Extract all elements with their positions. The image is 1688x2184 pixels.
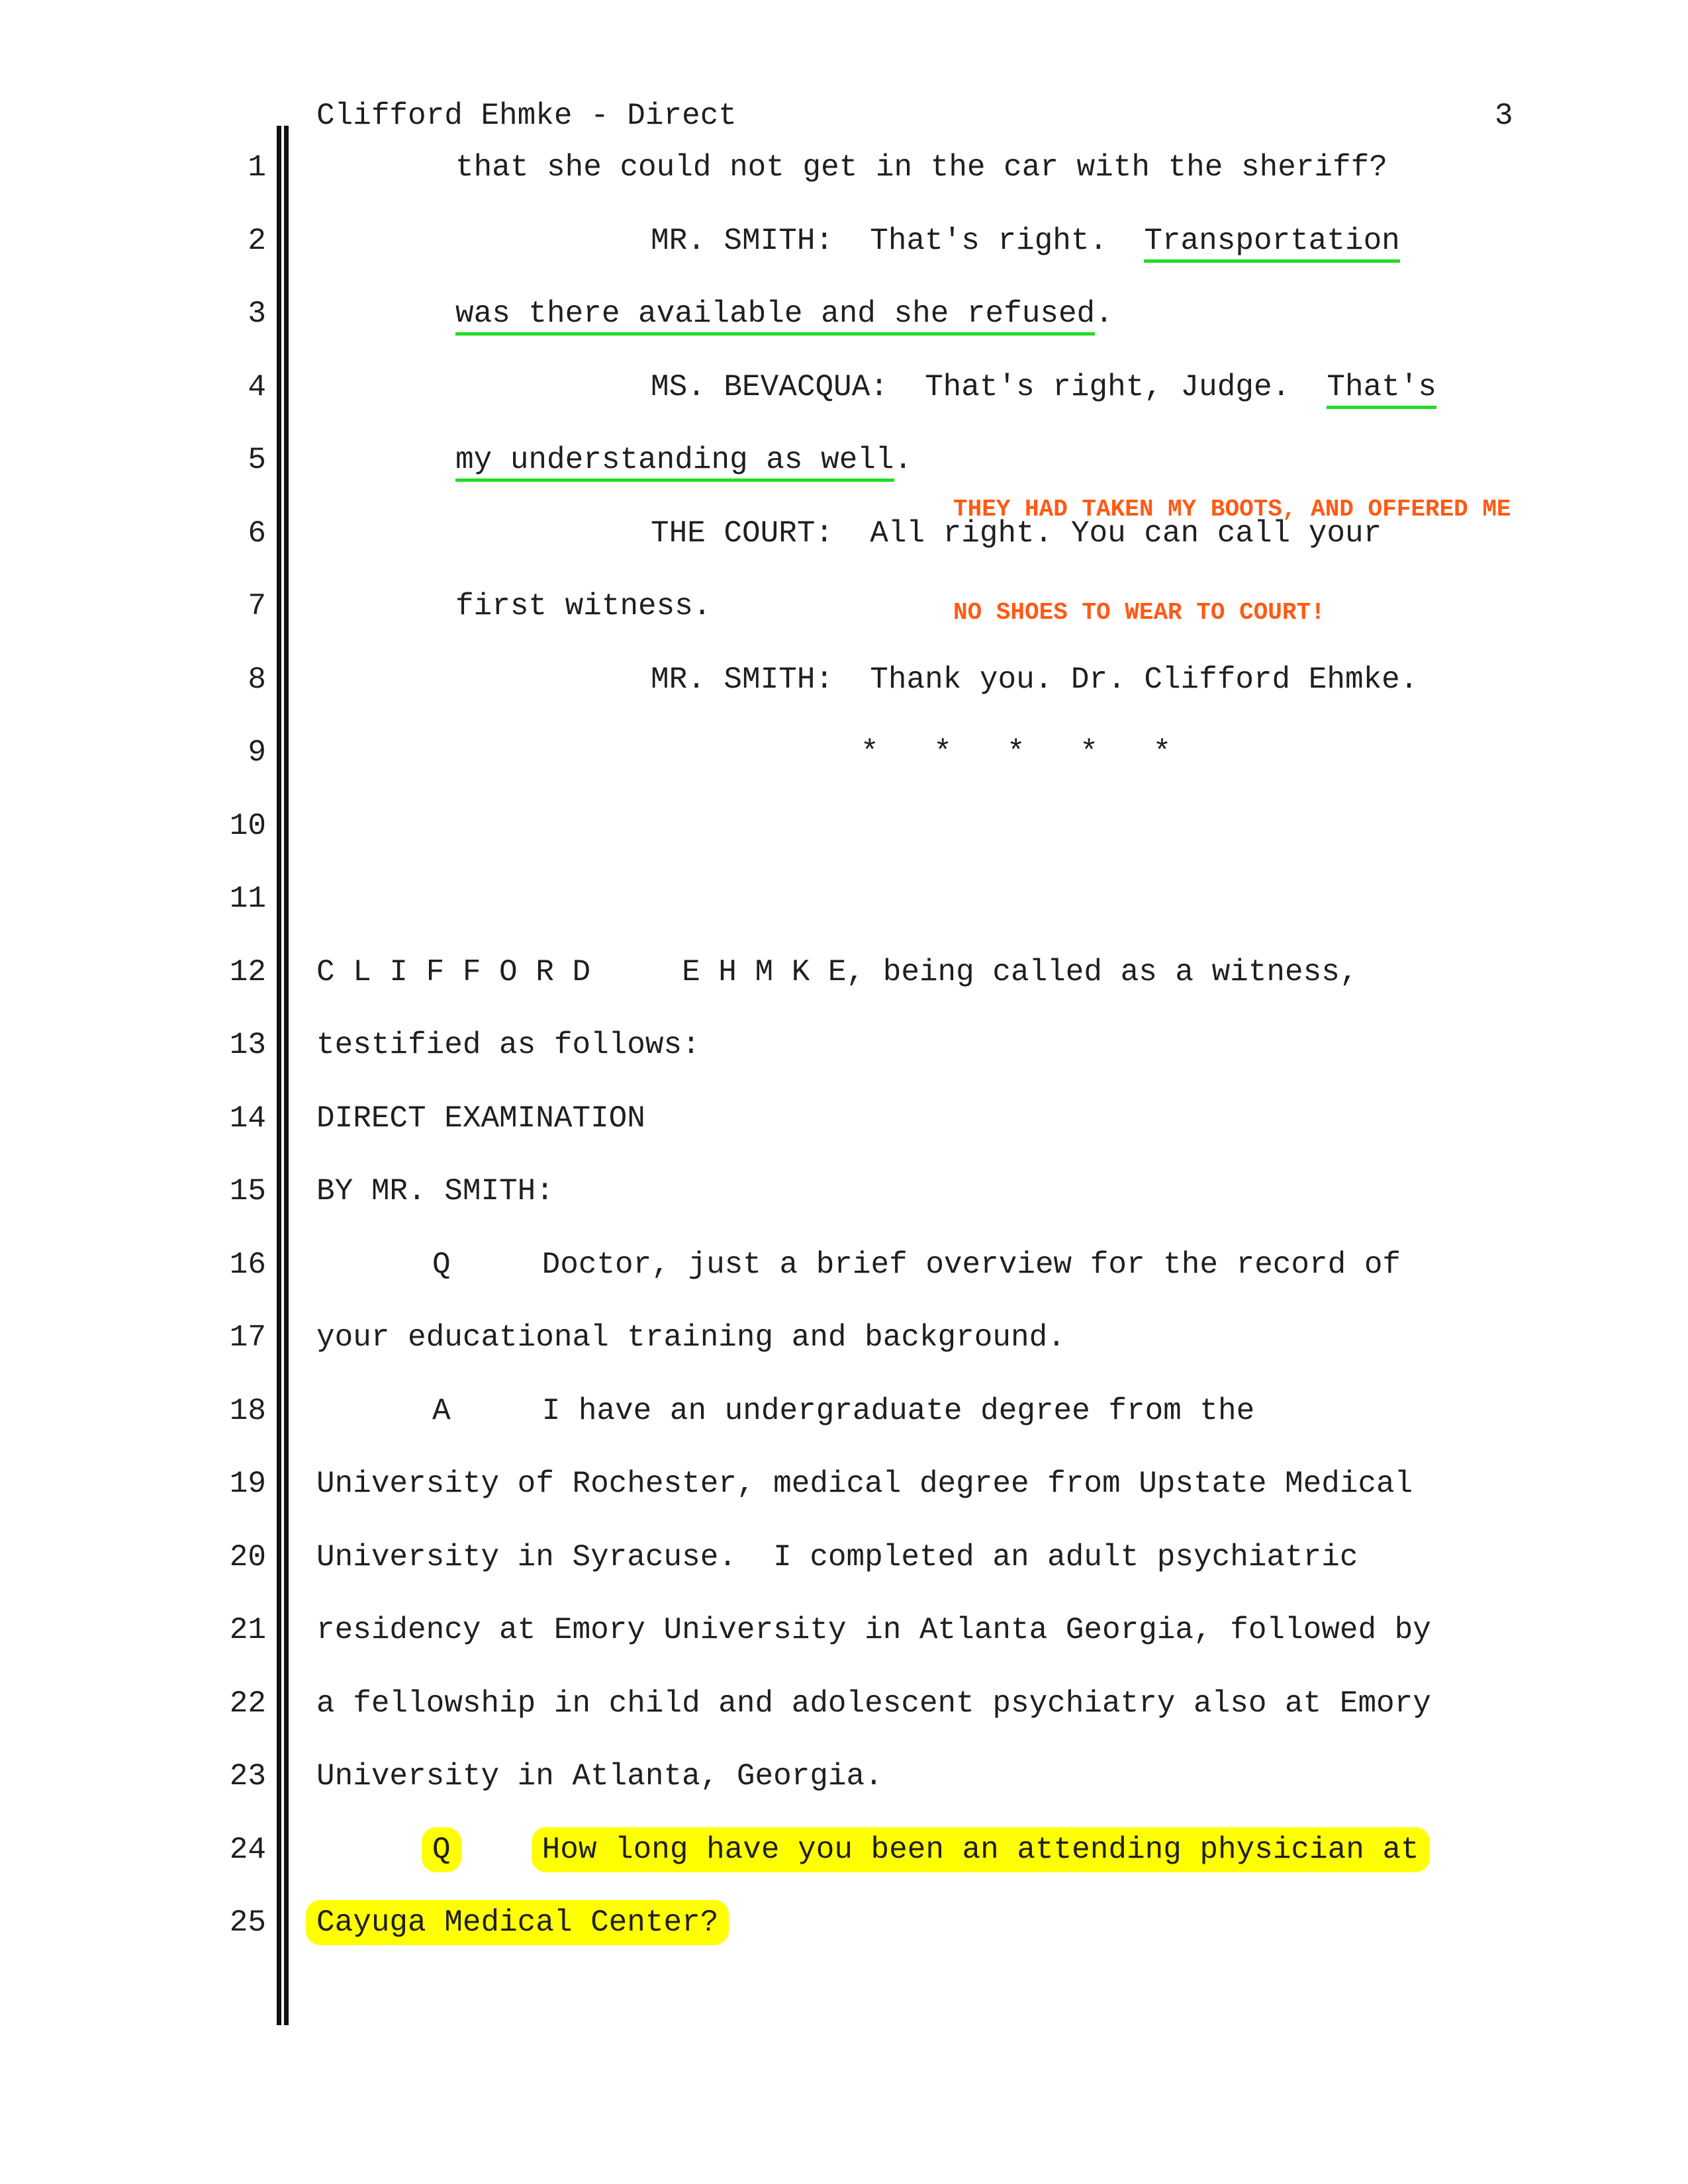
line-number: 15: [229, 1174, 266, 1208]
line-number: 16: [229, 1247, 266, 1282]
line-text-segment: MS. BEVACQUA: That's right, Judge.: [651, 369, 1327, 404]
line-number: 25: [229, 1905, 266, 1940]
line-text-segment: first witness.: [455, 589, 712, 623]
line-number: 24: [229, 1832, 266, 1867]
transcript-line: [455, 439, 912, 480]
highlighted-text: Cayuga Medical Center?: [306, 1900, 729, 1945]
line-text-segment: .: [1095, 296, 1113, 331]
underlined-text: was there available and she refused: [455, 296, 1095, 336]
transcript-line: [651, 367, 1436, 408]
line-number: 8: [248, 662, 266, 697]
transcript-line: [316, 952, 1358, 993]
line-number: 6: [248, 516, 266, 551]
annotation-line-2: NO SHOES TO WEAR TO COURT!: [953, 599, 1325, 626]
line-text-segment: C L I F F O R D E H M K E, being called as a witness,: [316, 954, 1358, 989]
line-number: 9: [248, 735, 266, 770]
line-number: 4: [248, 369, 266, 404]
line-number: 21: [229, 1613, 266, 1647]
line-text-segment: University of Rochester, medical degree from Upstate Medical: [316, 1467, 1413, 1501]
transcript-line: [316, 1171, 554, 1212]
line-number: 11: [229, 882, 266, 916]
line-text-segment: University in Atlanta, Georgia.: [316, 1759, 883, 1794]
handwritten-annotation: [953, 424, 1511, 699]
line-number: 13: [229, 1028, 266, 1062]
line-text-segment: .: [894, 443, 913, 477]
underlined-text: my understanding as well: [455, 443, 894, 482]
line-number: 20: [229, 1539, 266, 1574]
transcript-line: [316, 1024, 700, 1066]
transcript-line: [651, 220, 1400, 261]
transcript-line: [316, 1902, 718, 1943]
highlighted-text: Q: [422, 1827, 461, 1872]
line-text-segment: THE COURT: All right. You can call your: [651, 516, 1382, 551]
transcript-line: [432, 1390, 1254, 1432]
page-number: 3: [1495, 99, 1513, 133]
transcript-line: [316, 1610, 1431, 1651]
line-number: 10: [229, 808, 266, 843]
transcript-line: [432, 1244, 1401, 1285]
line-text-segment: MR. SMITH: That's right.: [651, 223, 1145, 258]
transcript-line: [455, 586, 711, 627]
transcript-line: [316, 1463, 1413, 1504]
line-number: 17: [229, 1320, 266, 1355]
line-number: 14: [229, 1101, 266, 1136]
transcript-line: [316, 1317, 1066, 1358]
margin-rule-inner: [284, 126, 289, 2025]
transcript-line: [316, 1098, 645, 1139]
transcript-line: [316, 1683, 1431, 1724]
transcript-line: [861, 732, 1171, 773]
transcript-line: [316, 1756, 883, 1797]
line-text-segment: University in Syracuse. I completed an adult psychiatric: [316, 1539, 1358, 1574]
line-text-segment: * * * * *: [861, 735, 1172, 770]
line-text-segment: residency at Emory University in Atlanta Georgia, followed by: [316, 1613, 1431, 1647]
page-header-title: Clifford Ehmke - Direct: [316, 99, 737, 133]
underlined-text: Transportation: [1144, 224, 1399, 263]
line-number: 19: [229, 1467, 266, 1501]
line-number: 2: [248, 223, 266, 258]
line-text-segment: Q Doctor, just a brief overview for the record of: [432, 1247, 1401, 1282]
transcript-line: [432, 1829, 1419, 1870]
line-number: 5: [248, 443, 266, 477]
line-number: 12: [229, 954, 266, 989]
line-text-segment: that she could not get in the car with the sheriff?: [455, 150, 1387, 185]
margin-rule-outer: [277, 126, 281, 2025]
line-number: 3: [248, 296, 266, 331]
transcript-line: [455, 293, 1113, 334]
line-number: 7: [248, 589, 266, 623]
line-number: 1: [248, 150, 266, 185]
transcript-line: [455, 147, 1387, 188]
line-number: 18: [229, 1393, 266, 1428]
underlined-text: That's: [1327, 370, 1436, 409]
line-text-segment: your educational training and background.: [316, 1320, 1066, 1355]
line-text-segment: BY MR. SMITH:: [316, 1174, 554, 1208]
line-number: 23: [229, 1759, 266, 1794]
highlighted-text: How long have you been an attending physician at: [532, 1827, 1430, 1872]
line-text-segment: MR. SMITH: Thank you. Dr. Clifford Ehmke.: [651, 662, 1419, 697]
transcript-line: [316, 1537, 1358, 1578]
line-number: 22: [229, 1686, 266, 1721]
line-text-segment: a fellowship in child and adolescent psychiatry also at Emory: [316, 1686, 1431, 1721]
line-text-segment: A I have an undergraduate degree from the: [432, 1393, 1255, 1428]
line-text-segment: [451, 1833, 542, 1867]
line-text-segment: testified as follows:: [316, 1028, 700, 1062]
line-text-segment: DIRECT EXAMINATION: [316, 1101, 645, 1136]
annotation-line-1: THEY HAD TAKEN MY BOOTS, AND OFFERED ME: [953, 496, 1511, 523]
